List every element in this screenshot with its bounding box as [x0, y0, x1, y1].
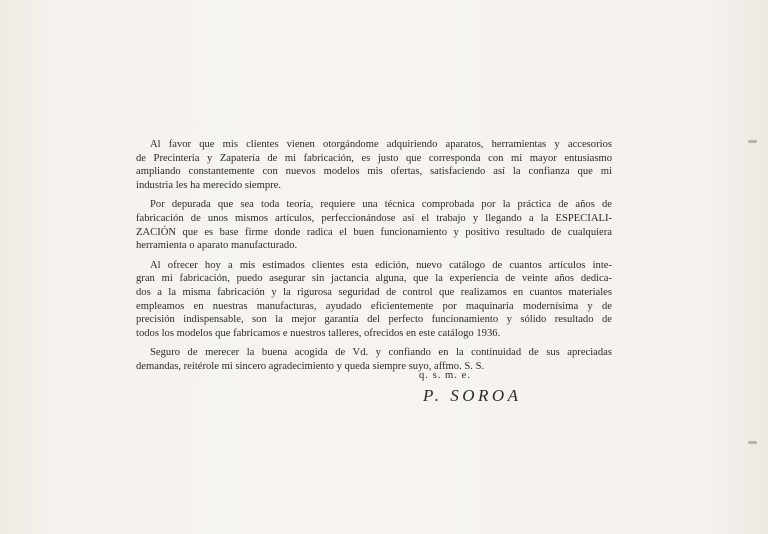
- text-line: industria les ha merecido siempre.: [136, 179, 282, 191]
- text-line: Por depurada que sea toda teoría, requiere una técnica comprobada por la práctica de años de: [150, 199, 612, 211]
- text-line: gran mi fabricación, puedo asegurar sin jactancia alguna, que la experiencia de veinte años dedica-: [136, 273, 612, 285]
- letter-body: [122, 138, 612, 380]
- text-line: Seguro de merecer la buena acogida de Vd. y confiando en la continuidad de sus apreciadas: [150, 347, 612, 359]
- text-line: ZACIÓN que es base firme donde radica el buen funcionamiento y positivo resultado de cualquiera: [136, 226, 612, 238]
- signature: P. SOROA: [423, 386, 522, 405]
- text-line: demandas, reitérole mi sincero agradecimiento y queda siempre suyo, affmo. S. S.: [136, 360, 485, 372]
- paragraph-3: [122, 259, 612, 341]
- text-line: ampliando constantemente con nuevos modelos mis ofertas, satisfaciendo así la confianza que mi: [136, 166, 612, 178]
- text-line: empleamos en nuestras manufacturas, ayudado eficientemente por maquinaria modernísima y de: [136, 300, 612, 312]
- binding-hole-mark: [748, 441, 757, 444]
- text-line: todos los modelos que fabricamos e nuestros talleres, ofrecidos en este catálogo 1936.: [136, 327, 501, 339]
- text-line: precisión indispensable, son la mejor garantía del perfecto funcionamiento y sólido resultado de: [136, 314, 612, 326]
- text-line: dos a la misma fabricación y la rigurosa seguridad de control que realizamos en cuantos materiales: [136, 286, 612, 298]
- paragraph-2: [122, 198, 612, 252]
- text-line: Al favor que mis clientes vienen otorgándome adquiriendo aparatos, herramientas y accesorios: [150, 139, 612, 150]
- text-line: Al ofrecer hoy a mis estimados clientes esta edición, nuevo catálogo de cuantos artículos inte-: [150, 259, 612, 271]
- text-line: fabricación de unos mismos artículos, perfeccionándose así el trabajo y llegando a la ESPECIALI-: [136, 212, 612, 224]
- binding-hole-mark: [748, 140, 757, 143]
- paragraph-1: [122, 138, 612, 192]
- closing-formula: q. s. m. e.: [419, 370, 471, 381]
- paragraph-4: [122, 346, 612, 373]
- text-line: herramienta o aparato manufacturado.: [136, 240, 298, 252]
- text-line: de Precintería y Zapatería de mi fabricación, es justo que corresponda con mi mayor entusiasmo: [136, 152, 612, 164]
